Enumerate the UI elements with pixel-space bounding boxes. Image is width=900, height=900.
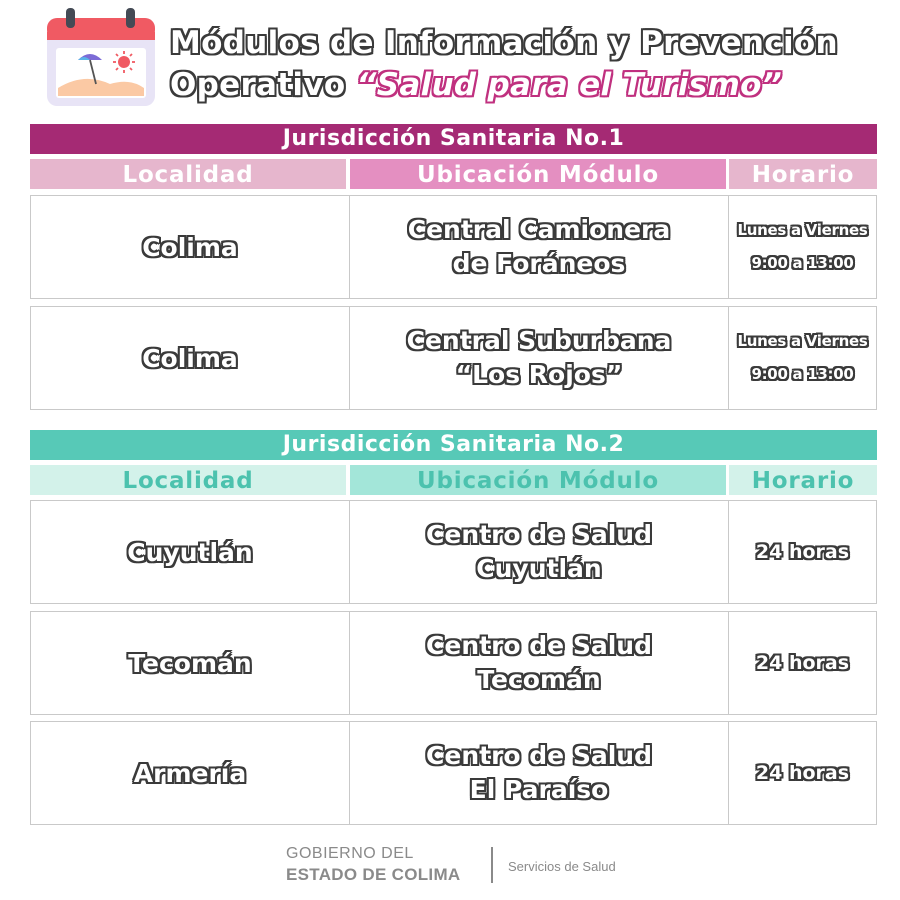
title-prefix: Operativo	[170, 67, 357, 103]
cell-ubicacion	[350, 307, 729, 409]
cell-localidad	[31, 307, 350, 409]
cell-ubicacion	[350, 722, 729, 824]
horario-text: 24 horas	[755, 541, 850, 563]
ubicacion-text: Centro de Salud Tecomán	[426, 631, 652, 694]
horario-text: Lunes a Viernes 9:00 a 13:00	[737, 332, 868, 383]
cell-localidad	[31, 722, 350, 824]
calendar-beach-icon	[44, 8, 158, 108]
page-title	[170, 22, 890, 106]
cell-horario	[729, 196, 876, 298]
table-row	[30, 195, 877, 299]
ubicacion-text: Centro de Salud Cuyutlán	[426, 520, 652, 583]
title-line-2	[170, 64, 890, 106]
header-localidad: Localidad	[30, 159, 346, 189]
horario-text: 24 horas	[755, 762, 850, 784]
ubicacion-text: Central Suburbana “Los Rojos”	[406, 326, 672, 389]
cell-ubicacion	[350, 612, 729, 714]
section-1-banner: Jurisdicción Sanitaria No.1	[30, 124, 877, 154]
title-line-1: Módulos de Información y Prevención	[170, 25, 838, 61]
cell-horario	[729, 501, 876, 603]
header-localidad: Localidad	[30, 465, 346, 495]
horario-text: 24 horas	[755, 652, 850, 674]
table-row	[30, 611, 877, 715]
localidad-text: Colima	[142, 343, 238, 373]
header-horario: Horario	[729, 465, 877, 495]
section-2-banner: Jurisdicción Sanitaria No.2	[30, 430, 877, 460]
cell-horario	[729, 612, 876, 714]
dept-name: Servicios de Salud	[508, 859, 616, 874]
ubicacion-text: Central Camionera de Foráneos	[407, 215, 671, 278]
cell-localidad	[31, 612, 350, 714]
gov-line-2: ESTADO DE COLIMA	[286, 865, 461, 884]
cell-ubicacion	[350, 196, 729, 298]
title-highlight: “Salud para el Turismo”	[356, 67, 783, 103]
localidad-text: Tecomán	[128, 648, 252, 678]
header-ubicacion: Ubicación Módulo	[350, 465, 726, 495]
header-ubicacion: Ubicación Módulo	[350, 159, 726, 189]
gov-line-1: GOBIERNO DEL	[286, 845, 414, 862]
footer-divider	[491, 847, 493, 883]
localidad-text: Cuyutlán	[127, 537, 253, 567]
cell-horario	[729, 307, 876, 409]
cell-localidad	[31, 501, 350, 603]
horario-text: Lunes a Viernes 9:00 a 13:00	[737, 221, 868, 272]
cell-ubicacion	[350, 501, 729, 603]
cell-horario	[729, 722, 876, 824]
localidad-text: Armería	[133, 758, 247, 788]
ubicacion-text: Centro de Salud El Paraíso	[426, 741, 652, 804]
section-1-header-row	[30, 159, 877, 189]
section-2-header-row	[30, 465, 877, 495]
header-horario: Horario	[729, 159, 877, 189]
localidad-text: Colima	[142, 232, 238, 262]
table-row	[30, 500, 877, 604]
table-row	[30, 306, 877, 410]
cell-localidad	[31, 196, 350, 298]
table-row	[30, 721, 877, 825]
